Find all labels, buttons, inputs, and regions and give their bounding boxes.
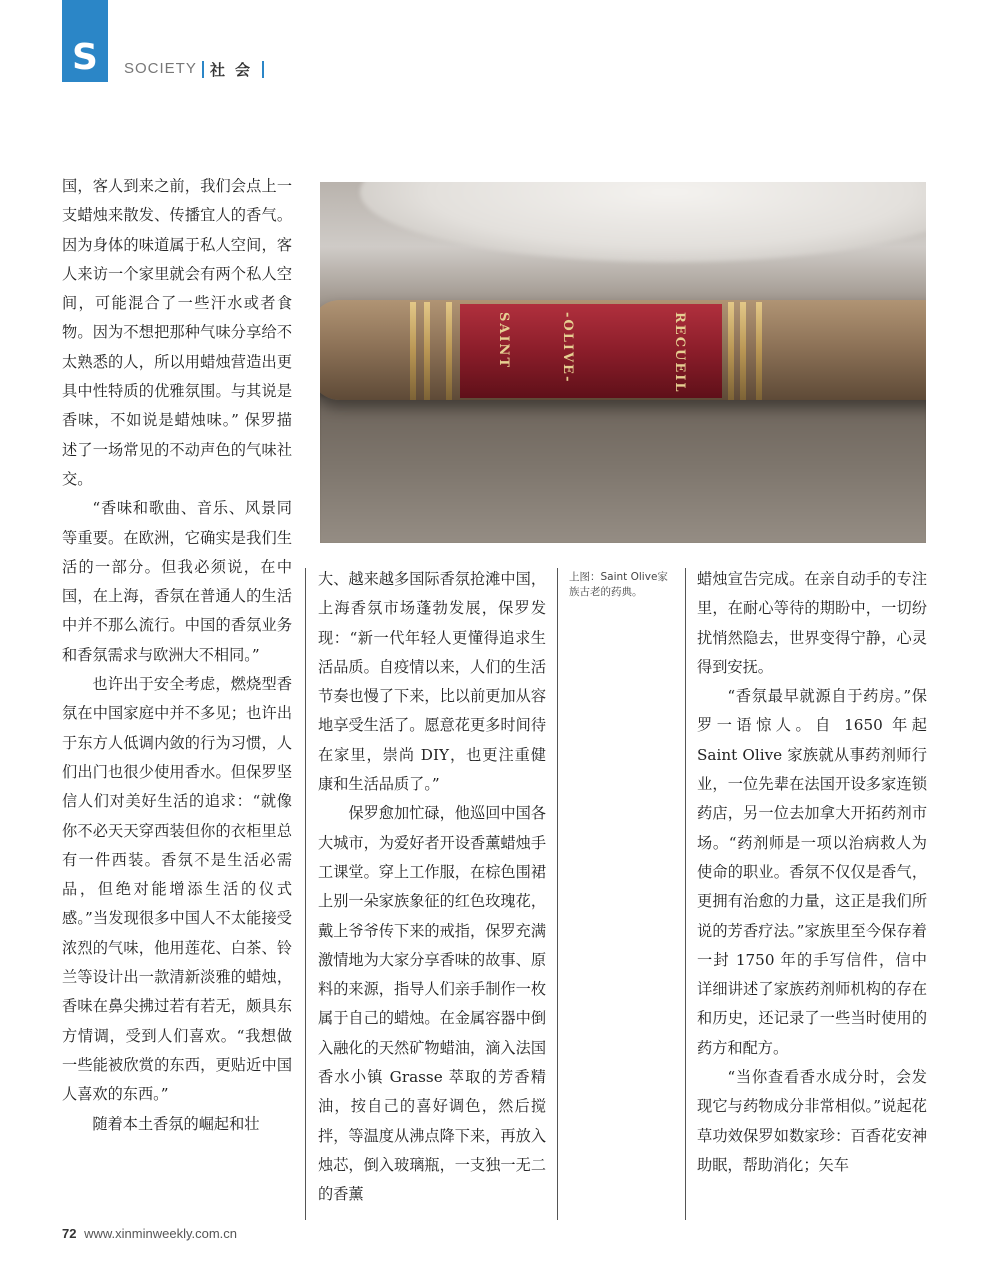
photo-gold-band [446, 302, 452, 400]
photo-gold-band [756, 302, 762, 400]
section-tab [62, 0, 108, 82]
section-name-en: SOCIETY [124, 60, 197, 77]
book-photo [320, 182, 926, 543]
column-rule [685, 568, 686, 1220]
paragraph: “当你查看香水成分时，会发现它与药物成分非常相似。”说起花草功效保罗如数家珍：百香花安神助眠，帮助消化；矢车 [697, 1068, 927, 1174]
paragraph: “香味和歌曲、音乐、风景同等重要。在欧洲，它确实是我们生活的一部分。但我必须说，在中国，在上海，香氛在普通人的生活中并不那么流行。中国的香氛业务和香氛需求与欧洲大不相同。” [62, 499, 292, 664]
paragraph: 保罗愈加忙碌，他巡回中国各大城市，为爱好者开设香薰蜡烛手工课堂。穿上工作服，在棕色围裙上别一朵家族象征的红色玫瑰花，戴上爷爷传下来的戒指，保罗充满激情地为大家分享香味的故事、原料的来源，指导人们亲手制作一枚属于自己的蜡烛。在金属容器中倒入融化的天然矿物蜡油，滴入法国香水小镇 Grasse 萃取的芳香精油，按自己的喜好调色，然后搅拌，等温度从沸点降下来，再放入烛芯，倒入玻璃瓶，一支独一无二的香薰 [318, 804, 546, 1204]
section-divider-left [202, 61, 204, 78]
spine-text: SAINT [496, 312, 511, 370]
spine-text: RECUEIL [672, 312, 687, 394]
column-rule [305, 568, 306, 1220]
photo-gold-band [424, 302, 430, 400]
section-tab-letter: S [72, 37, 98, 78]
section-name-zh: 社会 [210, 61, 261, 79]
spine-text: -OLIVE- [560, 312, 575, 384]
photo-gold-band [740, 302, 746, 400]
page-number: 72 [62, 1226, 77, 1241]
section-divider-right [262, 61, 264, 78]
paragraph: 随着本土香氛的崛起和壮 [92, 1114, 260, 1133]
paragraph: 大、越来越多国际香氛抢滩中国，上海香氛市场蓬勃发展，保罗发现：“新一代年轻人更懂得追求生活品质。自疫情以来，人们的生活节奏也慢了下来，比以前更加从容地享受生活了。愿意花更多时间待在家里，崇尚 DIY，也更注重健康和生活品质了。” [318, 570, 546, 794]
photo-caption: 上图：Saint Olive家族古老的药典。 [569, 571, 668, 598]
paragraph: 国，客人到来之前，我们会点上一支蜡烛来散发、传播宜人的香气。因为身体的味道属于私人空间，客人来访一个家里就会有两个私人空间，可能混合了一些汗水或者食物。因为不想把那种气味分享给不太熟悉的人，所以用蜡烛营造出更具中性特质的优雅氛围。与其说是香味，不如说是蜡烛味。” 保罗描述了一场常见的不动声色的气味社交。 [62, 177, 292, 488]
column-rule [557, 568, 558, 1220]
photo-gold-band [410, 302, 416, 400]
paragraph: “香氛最早就源自于药房。”保罗一语惊人。自 1650 年起 Saint Olive 家族就从事药剂师行业，一位先辈在法国开设多家连锁药店，另一位去加拿大开拓药剂市场。“药剂师是一项以治病救人为使命的职业。香氛不仅仅是香气，更拥有治愈的力量，这正是我们所说的芳香疗法。”家族里至今保存着一封 1750 年的手写信件，信中详细讲述了家族药剂师机构的存在和历史，还记录了一些当时使用的药方和配方。 [697, 687, 927, 1057]
text-column-1 [62, 172, 292, 1139]
photo-table [320, 397, 926, 543]
website-url: www.xinminweekly.com.cn [84, 1226, 238, 1241]
page-footer [62, 1226, 237, 1241]
photo-bowl [360, 182, 926, 262]
photo-gold-band [728, 302, 734, 400]
text-column-2 [318, 565, 546, 1210]
paragraph: 也许出于安全考虑，燃烧型香氛在中国家庭中并不多见；也许出于东方人低调内敛的行为习惯，人们出门也很少使用香水。但保罗坚信人们对美好生活的追求：“就像你不必天天穿西装但你的衣柜里总有一件西装。香氛不是生活必需品，但绝对能增添生活的仪式感。”当发现很多中国人不太能接受浓烈的气味，他用莲花、白茶、铃兰等设计出一款清新淡雅的蜡烛，香味在鼻尖拂过若有若无，颇具东方情调，受到人们喜欢。“我想做一些能被欣赏的东西，更贴近中国人喜欢的东西。” [62, 675, 292, 1104]
paragraph: 蜡烛宣告完成。在亲自动手的专注里，在耐心等待的期盼中，一切纷扰悄然隐去，世界变得宁静，心灵得到安抚。 [697, 570, 927, 676]
text-column-3 [697, 565, 927, 1180]
